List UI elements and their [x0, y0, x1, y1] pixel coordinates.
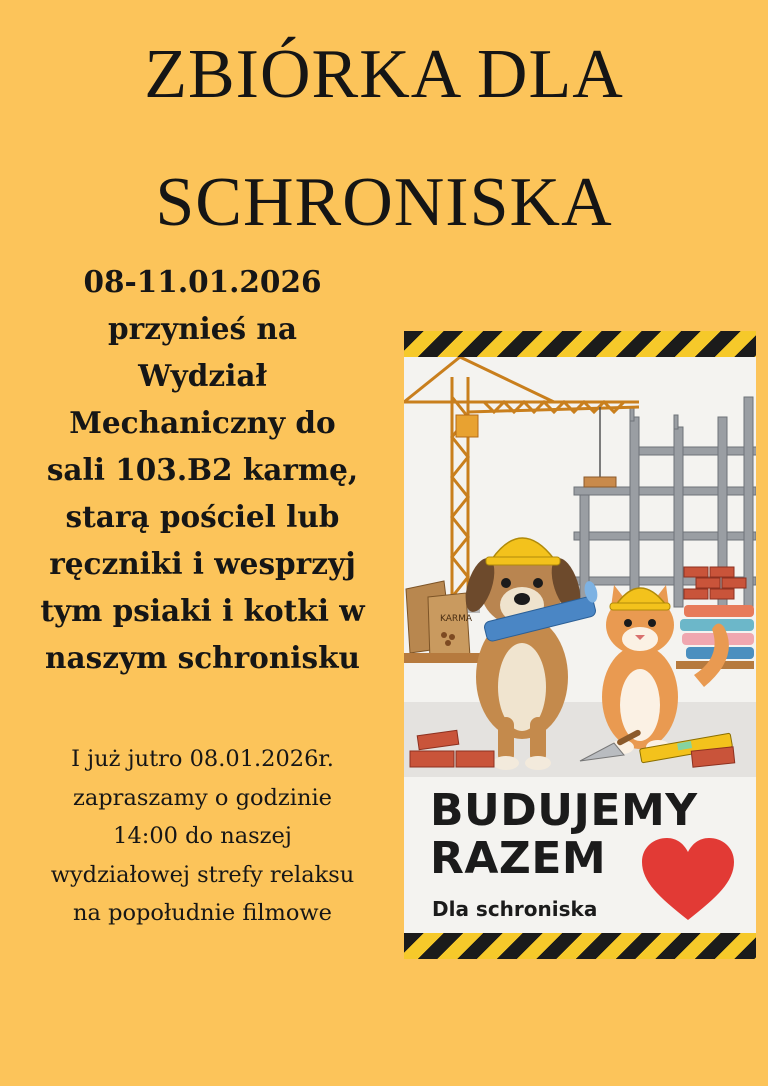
poster-headline-line-2: RAZEM — [430, 833, 607, 884]
announcement-line: sali 103.B2 karmę, — [46, 452, 359, 487]
poster-headline-line-1: BUDUJEMY — [430, 785, 698, 836]
hard-hat-icon — [486, 538, 560, 565]
announcement-line: tym psiaki i kotki w — [40, 593, 365, 628]
announcement-line: ręczniki i wesprzyj — [49, 546, 356, 581]
svg-text:KARMA: KARMA — [440, 614, 473, 624]
page-title-line-1: ZBIÓRKA DLA — [144, 36, 624, 113]
hanging-pallet — [584, 477, 616, 487]
page-title-line-2: SCHRONISKA — [155, 164, 613, 241]
event-invitation — [0, 740, 405, 933]
announcement-line: przynieś na — [108, 311, 297, 346]
poster-illustration — [404, 331, 756, 959]
heart-icon — [640, 836, 736, 922]
invitation-line: 14:00 do naszej — [113, 823, 292, 849]
announcement-line: Mechaniczny do — [69, 405, 336, 440]
construction-scene — [404, 357, 756, 777]
main-announcement — [0, 258, 405, 681]
announcement-line: naszym schronisku — [45, 640, 360, 675]
invitation-line: zapraszamy o godzinie — [73, 784, 332, 811]
announcement-line: Wydział — [138, 358, 267, 393]
hazard-stripe-top — [404, 331, 756, 357]
invitation-line: I już jutro 08.01.2026r. — [71, 746, 334, 772]
announcement-line: starą pościel lub — [65, 499, 340, 534]
crane-cabin — [456, 415, 478, 437]
hazard-stripe-bottom — [404, 933, 756, 959]
announcement-line: 08-11.01.2026 — [83, 264, 322, 299]
invitation-line: na popołudnie filmowe — [73, 900, 332, 926]
invitation-line: wydziałowej strefy relaksu — [50, 861, 355, 888]
poster-subheadline: Dla schroniska — [432, 897, 598, 921]
